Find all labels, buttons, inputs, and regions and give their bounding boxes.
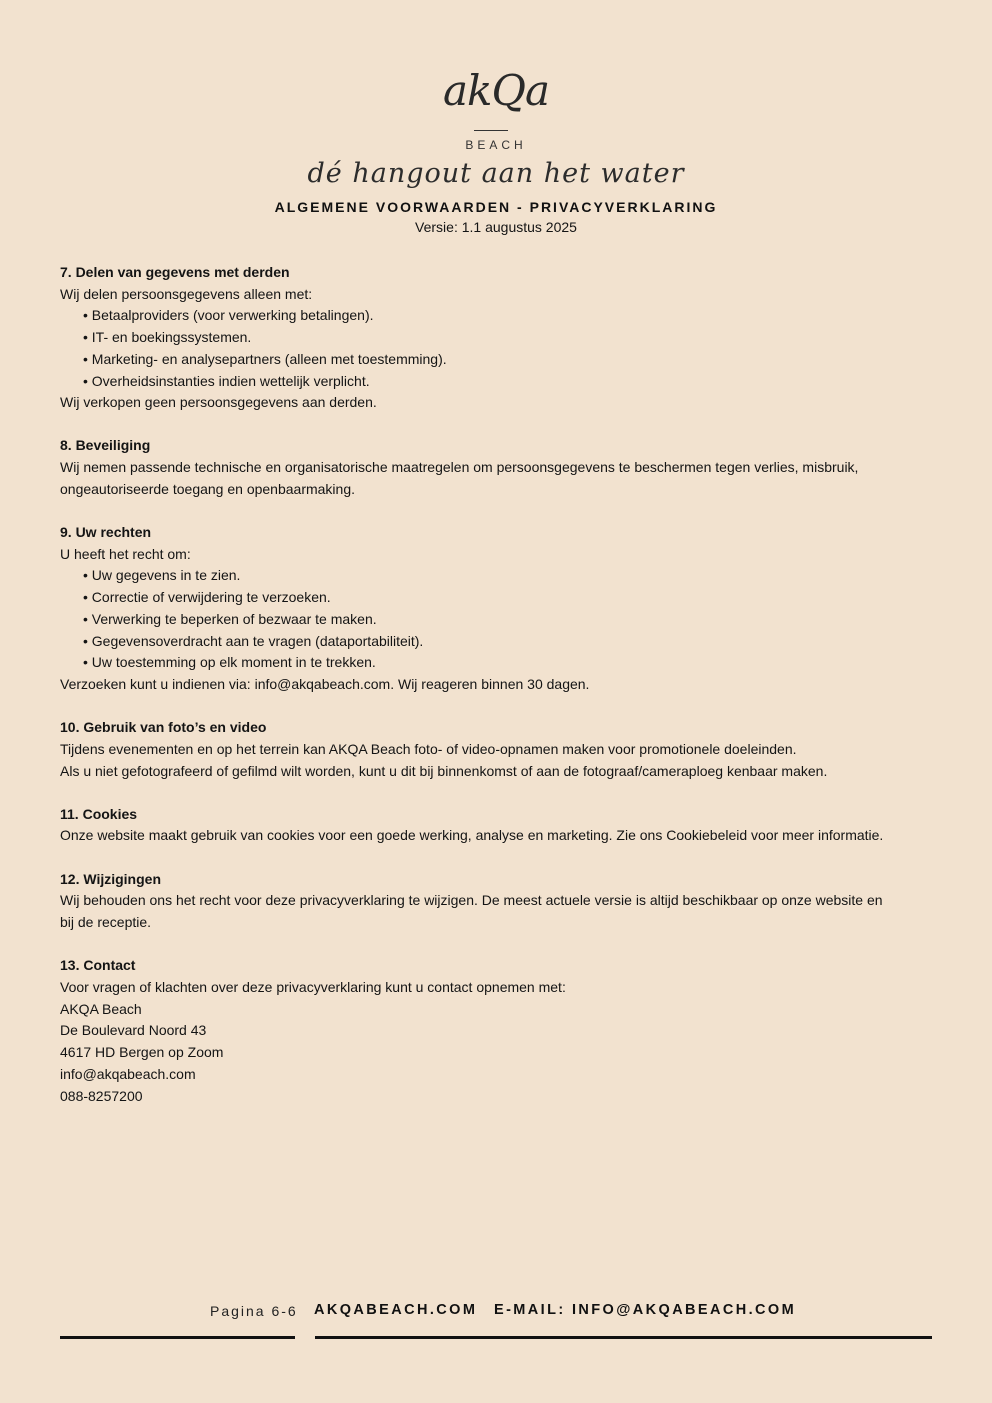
list-item: • Verwerking te beperken of bezwaar te maken. [60, 609, 940, 631]
list-item: • Betaalproviders (voor verwerking betalingen). [60, 305, 940, 327]
paragraph-line: Wij nemen passende technische en organisatorische maatregelen om persoonsgegevens te beschermen tegen verlies, misbruik, [60, 459, 859, 476]
document-title: ALGEMENE VOORWAARDEN - PRIVACYVERKLARING [274, 199, 718, 215]
footer-website: AKQABEACH.COM [314, 1302, 478, 1318]
section-intro: Voor vragen of klachten over deze privacyverklaring kunt u contact opnemen met: [60, 978, 566, 995]
contact-city: 4617 HD Bergen op Zoom [60, 1044, 224, 1061]
section-title: 12. Wijzigingen [60, 870, 161, 887]
logo-script-text: akQa [443, 66, 549, 115]
paragraph-line: Onze website maakt gebruik van cookies voor een goede werking, analyse en marketing. Zie ons Cookiebeleid voor meer informatie. [60, 827, 884, 844]
contact-name: AKQA Beach [60, 1000, 142, 1017]
section-11 [60, 804, 940, 847]
contact-phone: 088-8257200 [60, 1087, 143, 1104]
section-9 [60, 522, 940, 696]
contact-street: De Boulevard Noord 43 [60, 1022, 207, 1039]
section-intro: Wij delen persoonsgegevens alleen met: [60, 285, 313, 302]
logo-subtitle: BEACH [465, 138, 527, 152]
section-title: 8. Beveiliging [60, 437, 151, 454]
list-item: • Correctie of verwijdering te verzoeken. [60, 587, 940, 609]
section-10 [60, 717, 940, 782]
list-item: • Overheidsinstanties indien wettelijk verplicht. [60, 371, 940, 393]
footer-rule-right [315, 1336, 932, 1339]
section-7 [60, 262, 940, 414]
list-item: • Gegevensoverdracht aan te vragen (dataportabiliteit). [60, 631, 940, 653]
akqa-beach-logo [396, 66, 596, 166]
section-title: 7. Delen van gegevens met derden [60, 264, 290, 280]
list-item: • Uw toestemming op elk moment in te trekken. [60, 652, 940, 674]
section-title: 10. Gebruik van foto’s en video [60, 719, 267, 736]
document-body [60, 262, 940, 1129]
section-8 [60, 435, 940, 500]
paragraph-line: bij de receptie. [60, 914, 152, 931]
document-version: Versie: 1.1 augustus 2025 [415, 219, 577, 235]
paragraph-line: Tijdens evenementen en op het terrein kan AKQA Beach foto- of video-opnamen maken voor promotionele doeleinden. [60, 740, 797, 757]
footer-page-number: Pagina 6-6 [210, 1303, 298, 1319]
logo-divider [474, 130, 508, 131]
list-item: • Marketing- en analysepartners (alleen met toestemming). [60, 349, 940, 371]
section-12 [60, 869, 940, 934]
paragraph-line: Als u niet gefotografeerd of gefilmd wilt worden, kunt u dit bij binnenkomst of aan de fotograaf/cameraploeg kenbaar maken. [60, 762, 828, 779]
section-outro: Verzoeken kunt u indienen via: info@akqabeach.com. Wij reageren binnen 30 dagen. [60, 675, 590, 692]
section-13 [60, 955, 940, 1107]
paragraph-line: Wij behouden ons het recht voor deze privacyverklaring te wijzigen. De meest actuele versie is altijd beschikbaar op onze website en [60, 892, 883, 909]
section-outro: Wij verkopen geen persoonsgegevens aan derden. [60, 394, 377, 411]
paragraph-line: ongeautoriseerde toegang en openbaarmaking. [60, 480, 356, 497]
section-title: 13. Contact [60, 957, 136, 974]
section-title: 11. Cookies [60, 805, 138, 822]
section-intro: U heeft het recht om: [60, 545, 191, 562]
footer-email: E-MAIL: INFO@AKQABEACH.COM [494, 1302, 797, 1318]
footer-rule-left [60, 1336, 295, 1339]
list-item: • Uw gegevens in te zien. [60, 565, 940, 587]
section-title: 9. Uw rechten [60, 524, 152, 541]
list-item: • IT- en boekingssystemen. [60, 327, 940, 349]
tagline: dé hangout aan het water [307, 158, 685, 189]
contact-email: info@akqabeach.com [60, 1065, 196, 1082]
